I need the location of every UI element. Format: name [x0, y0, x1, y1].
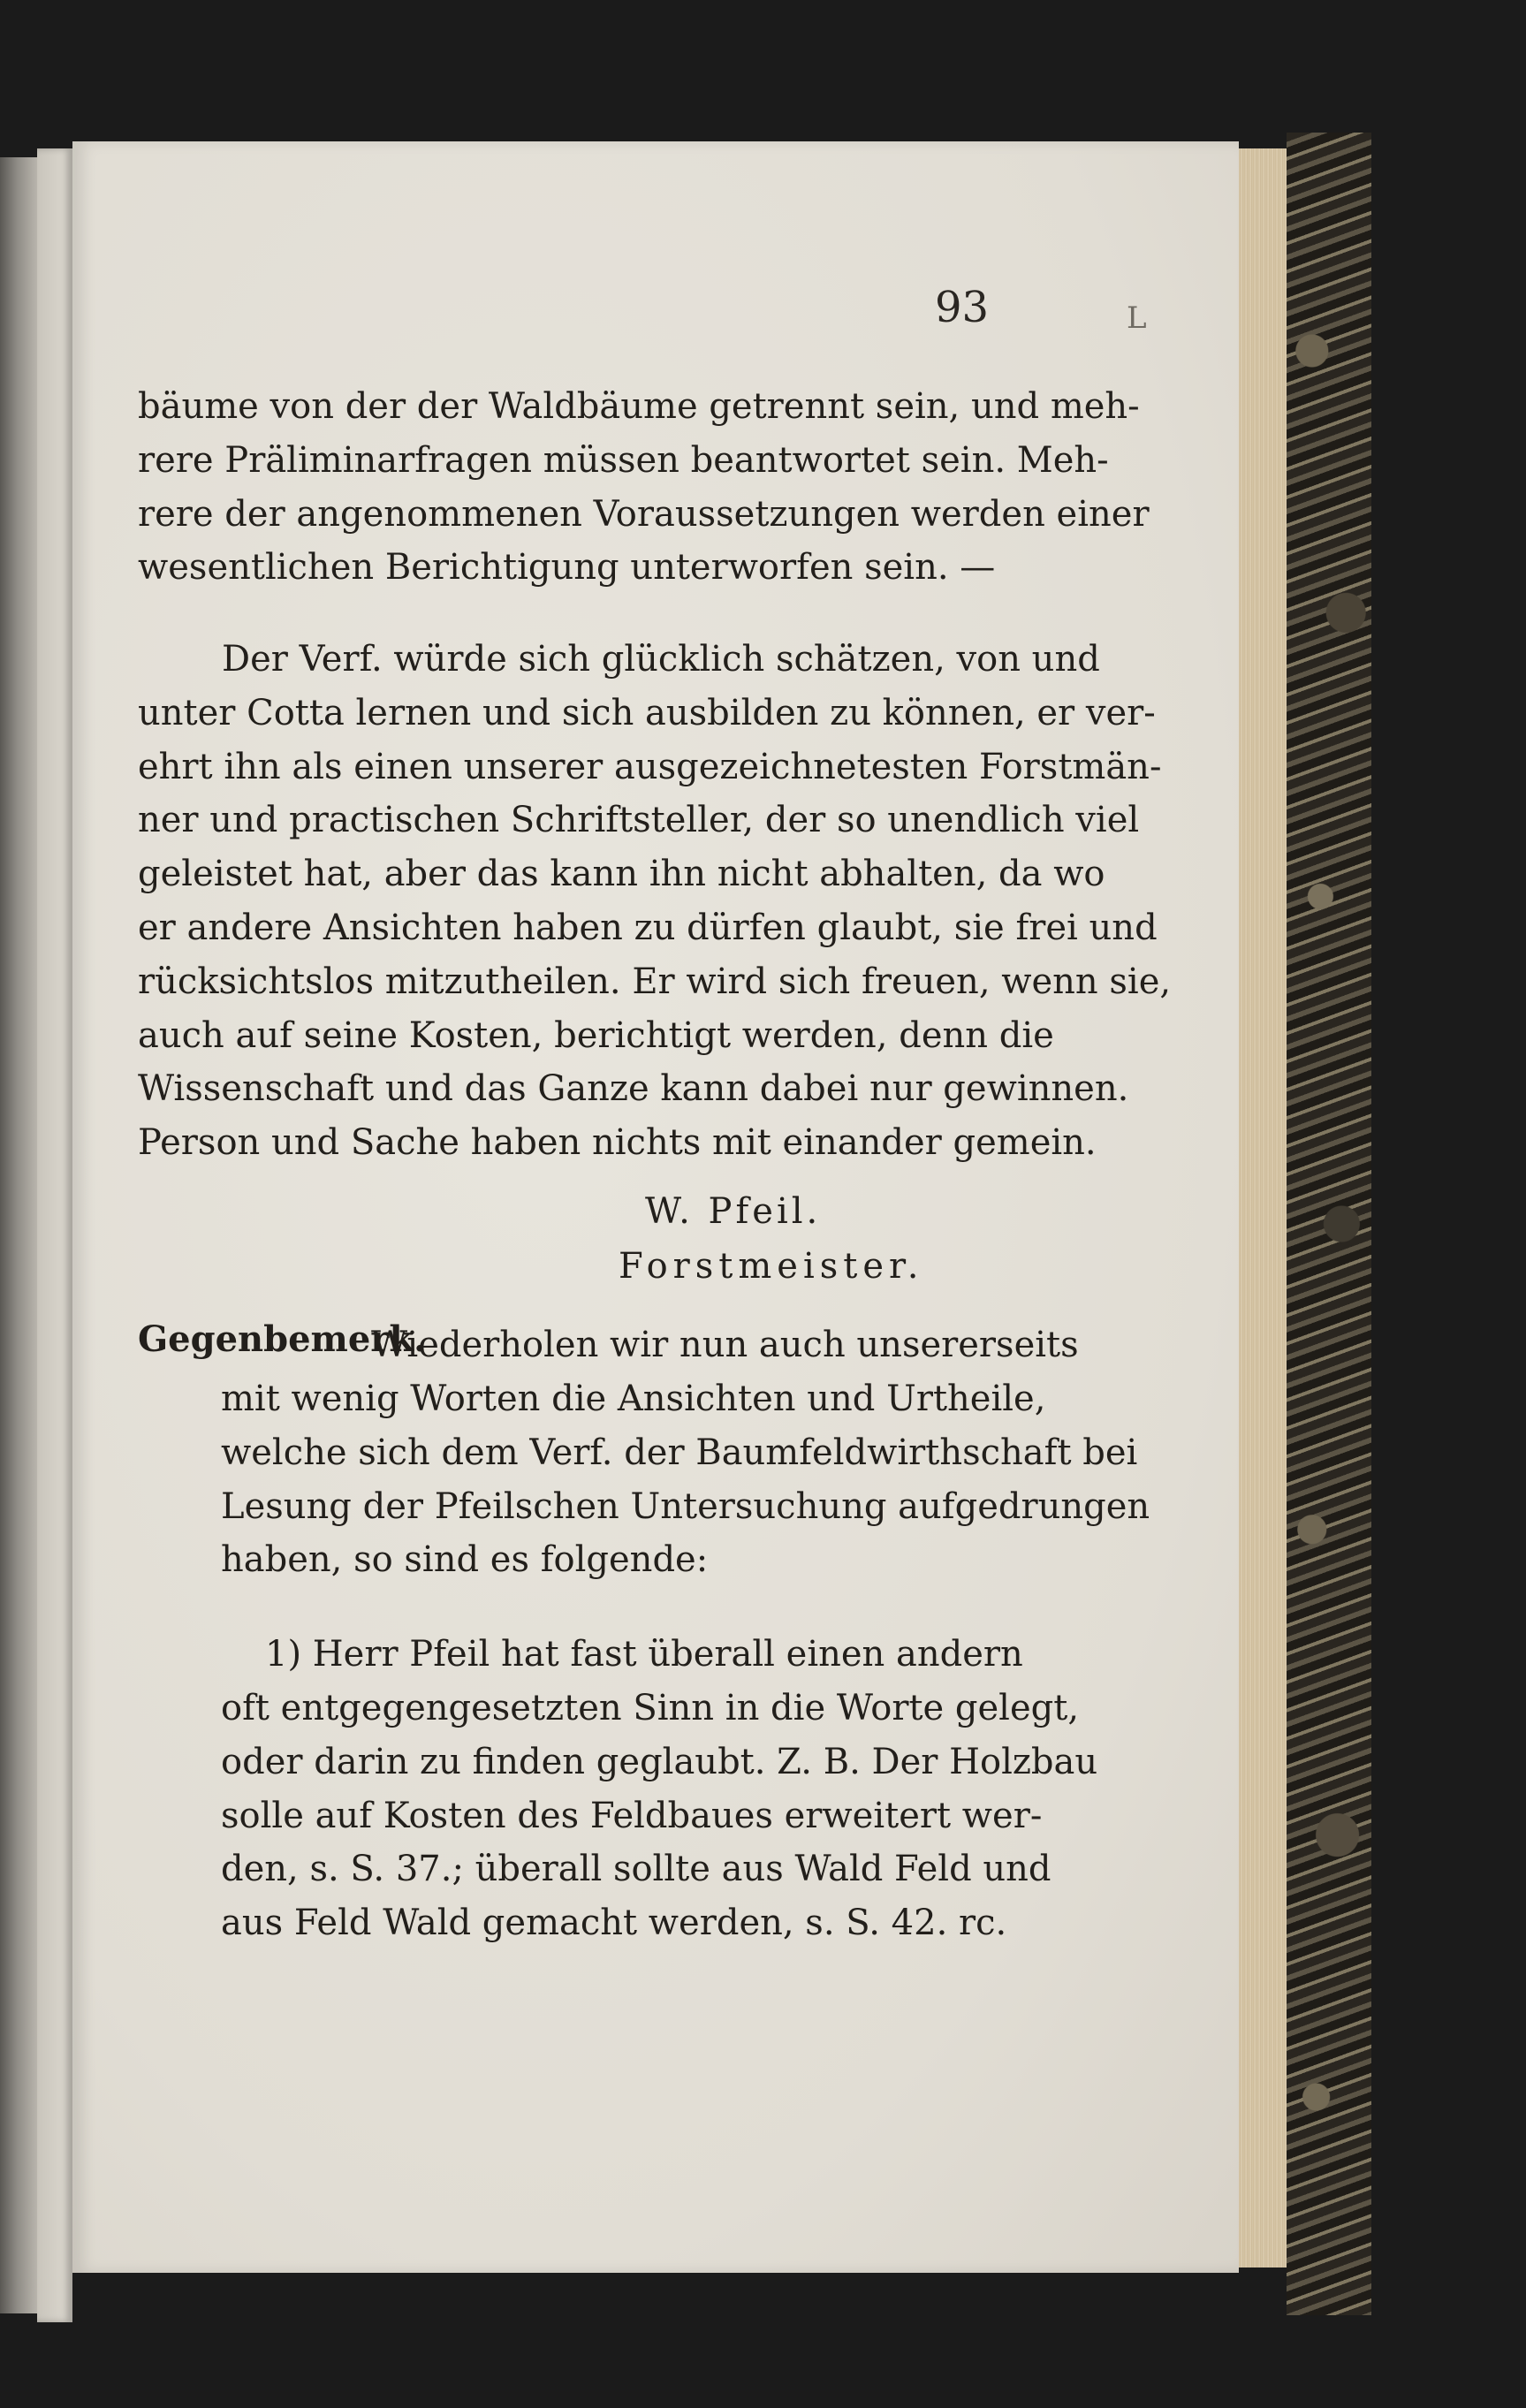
text-line: welche sich dem Verf. der Baumfeldwirthschaft bei	[221, 1432, 1138, 1473]
point-1-first-line	[265, 1628, 1023, 1682]
point-1-body	[221, 1682, 1098, 1950]
text-line: er andere Ansichten haben zu dürfen glaubt, sie frei und	[138, 907, 1158, 948]
text-line: Wissenschaft und das Ganze kann dabei nur gewinnen.	[138, 1068, 1129, 1110]
text-line: auch auf seine Kosten, berichtigt werden, denn die	[138, 1014, 1054, 1056]
text-line: mit wenig Worten die Ansichten und Urtheile,	[221, 1379, 1046, 1419]
left-page-edge	[37, 148, 72, 2322]
gegenbemerkung-body	[221, 1372, 1150, 1587]
text-line: geleistet hat, aber das kann ihn nicht abhalten, da wo	[138, 854, 1105, 895]
text-line: ner und practischen Schriftsteller, der so unendlich viel	[138, 800, 1140, 841]
text-line: Der Verf. würde sich glücklich schätzen, von und	[222, 639, 1100, 680]
gegenbemerkung-first-line	[371, 1318, 1079, 1372]
text-line: solle auf Kosten des Feldbaues erweitert wer-	[221, 1795, 1043, 1836]
text-line: Lesung der Pfeilschen Untersuchung aufgedrungen	[221, 1485, 1150, 1527]
text-line: rere der angenommenen Voraussetzungen werden einer	[138, 493, 1150, 535]
text-line: oft entgegengesetzten Sinn in die Worte gelegt,	[221, 1688, 1080, 1728]
text-line: aus Feld Wald gemacht werden, s. S. 42. rc.	[221, 1903, 1007, 1944]
text-line: rere Präliminarfragen müssen beantwortet sein. Meh-	[138, 439, 1109, 481]
text-line: Wiederholen wir nun auch unsererseits	[371, 1325, 1079, 1365]
text-line: wesentlichen Berichtigung unterworfen sein. —	[138, 547, 996, 589]
text-line: rücksichtslos mitzutheilen. Er wird sich freuen, wenn sie,	[138, 961, 1172, 1002]
text-line: den, s. S. 37.; überall sollte aus Wald Feld und	[221, 1849, 1051, 1890]
text-line: unter Cotta lernen und sich ausbilden zu können, er ver-	[138, 692, 1156, 733]
signature-title: Forstmeister.	[619, 1246, 924, 1287]
margin-mark: L	[1127, 300, 1147, 336]
text-line: haben, so sind es folgende:	[221, 1539, 709, 1581]
text-line: Person und Sache haben nichts mit einander gemein.	[138, 1122, 1097, 1164]
page-edges	[1239, 148, 1287, 2267]
text-line: 1) Herr Pfeil hat fast überall einen andern	[265, 1634, 1023, 1675]
text-line: oder darin zu finden geglaubt. Z. B. Der Holzbau	[221, 1741, 1098, 1782]
left-page-shadow	[0, 157, 37, 2313]
text-line: ehrt ihn als einen unserer ausgezeichnetesten Forstmän-	[138, 746, 1162, 787]
gegenbemerkung-label: Gegenbemerk.	[138, 1318, 427, 1360]
signature-name: W. Pfeil.	[645, 1191, 822, 1232]
paragraph-2	[138, 633, 1172, 1170]
text-line: bäume von der der Waldbäume getrennt sein, und meh-	[138, 386, 1140, 427]
page-number: 93	[935, 283, 990, 332]
paragraph-1	[138, 380, 1150, 595]
marbled-cover-board	[1287, 133, 1371, 2315]
